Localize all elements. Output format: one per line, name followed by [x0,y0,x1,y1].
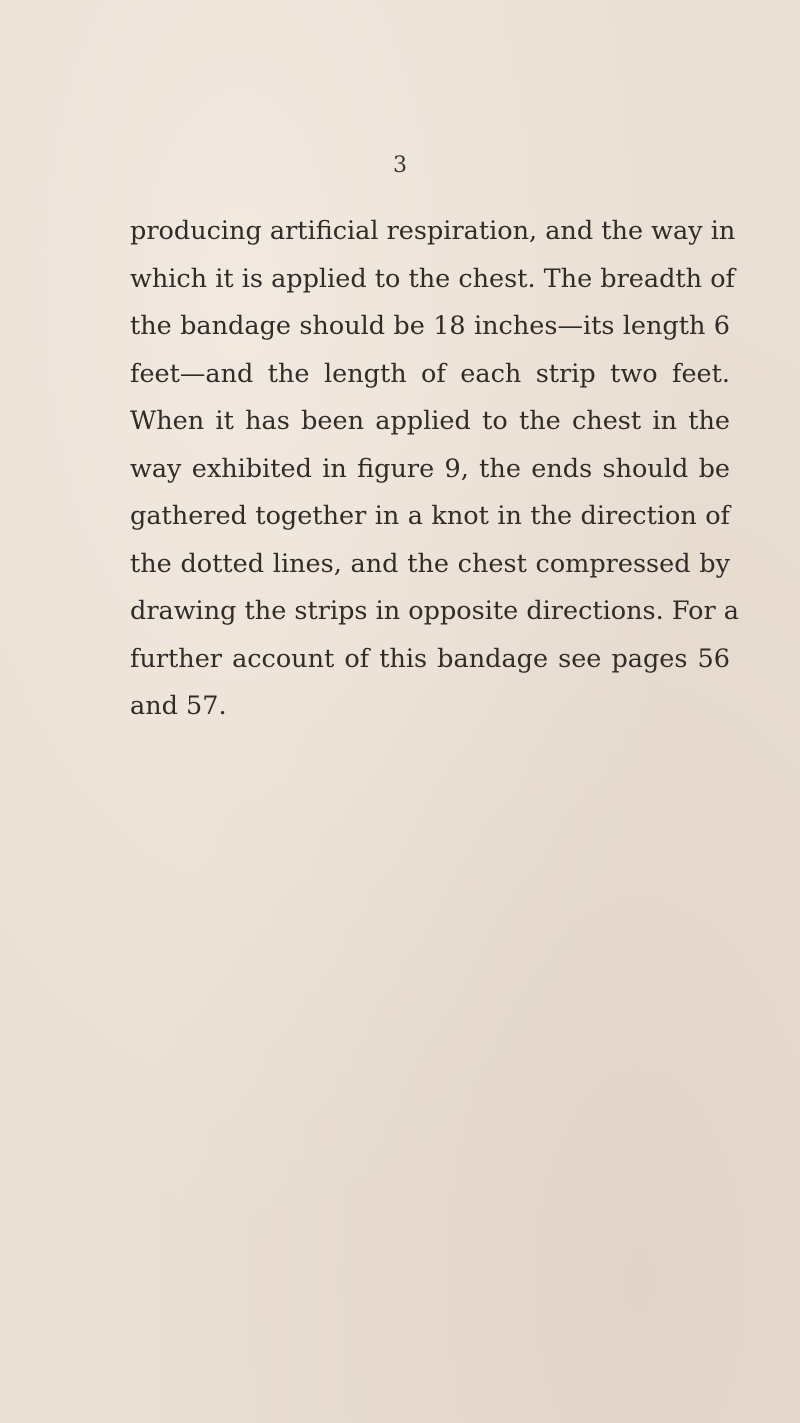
text-line: further account of this bandage see pages 56 [130,643,730,674]
text-line: the bandage should be 18 inches—its length 6 [130,311,730,341]
text-line: which it is applied to the chest. The breadth of [130,263,735,294]
page-number: 3 [393,153,407,178]
text-line: producing artificial respiration, and the way in [130,216,736,246]
text-line: gathered together in a knot in the direction of [130,501,730,531]
text-line: way exhibited in figure 9, the ends should be [130,453,730,484]
text-line: feet—and the length of each strip two feet. [130,358,730,389]
text-line: and 57. [130,691,227,721]
text-line: drawing the strips in opposite directions. For a [130,596,739,626]
body-paragraph [130,208,739,731]
text-line: When it has been applied to the chest in the [130,406,730,436]
text-line: the dotted lines, and the chest compressed by [130,548,730,579]
